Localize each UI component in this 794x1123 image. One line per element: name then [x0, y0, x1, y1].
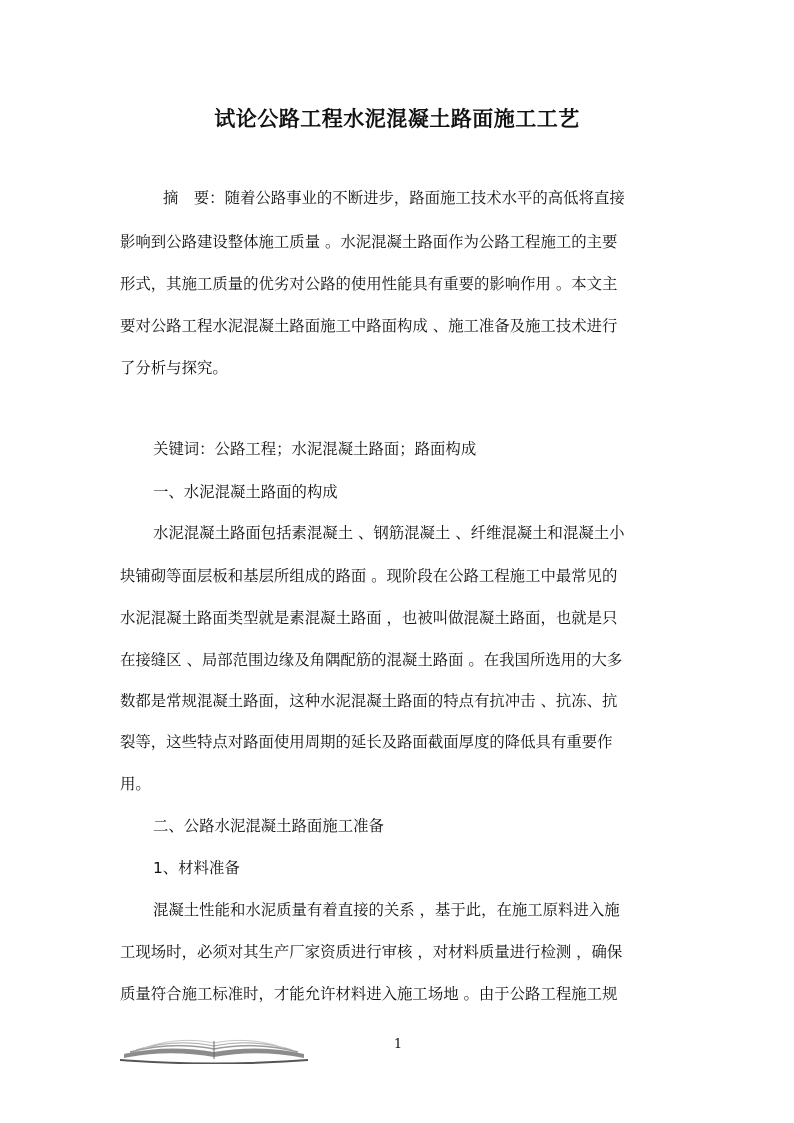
abstract-line: 要对公路工程水泥混凝土路面施工中路面构成 、施工准备及施工技术进行: [120, 317, 618, 335]
section-heading: 二、公路水泥混凝土路面施工准备: [153, 817, 384, 835]
paragraph-line: 水泥混凝土路面类型就是素混凝土路面 ，也被叫做混凝土路面，也就是只: [120, 609, 618, 627]
paragraph-line: 用。: [120, 775, 151, 793]
paragraph-line: 裂等，这些特点对路面使用周期的延长及路面截面厚度的降低具有重要作: [120, 733, 613, 751]
abstract-line: 了分析与探究。: [120, 359, 228, 377]
paragraph-line: 水泥混凝土路面包括素混凝土 、钢筋混凝土 、纤维混凝土和混凝土小: [153, 524, 625, 542]
abstract-line: 影响到公路建设整体施工质量 。水泥混凝土路面作为公路工程施工的主要: [120, 233, 618, 251]
paragraph-line: 块铺砌等面层板和基层所组成的路面 。现阶段在公路工程施工中最常见的: [120, 567, 618, 585]
open-book-icon: [120, 1030, 308, 1064]
paragraph-line: 在接缝区 、局部范围边缘及角隅配筋的混凝土路面 。在我国所选用的大多: [120, 651, 623, 669]
paragraph-line: 工现场时，必须对其生产厂家资质进行审核 ，对材料质量进行检测 ，确保: [120, 943, 623, 961]
subsection-heading: 1、材料准备: [153, 859, 240, 877]
page-number: 1: [393, 1037, 403, 1052]
abstract-line: 形式，其施工质量的优劣对公路的使用性能具有重要的影响作用 。本文主: [120, 275, 618, 293]
keywords: 关键词：公路工程；水泥混凝土路面；路面构成: [153, 440, 477, 458]
section-heading: 一、水泥混凝土路面的构成: [153, 483, 338, 501]
paragraph-line: 混凝土性能和水泥质量有着直接的关系 ，基于此，在施工原料进入施: [153, 901, 620, 919]
abstract-line: 摘 要：随着公路事业的不断进步，路面施工技术水平的高低将直接: [163, 189, 625, 207]
paragraph-line: 数都是常规混凝土路面，这种水泥混凝土路面的特点有抗冲击 、抗冻、抗: [120, 692, 618, 710]
paragraph-line: 质量符合施工标准时，才能允许材料进入施工场地 。由于公路工程施工规: [120, 985, 618, 1003]
document-title: 试论公路工程水泥混凝土路面施工工艺: [214, 107, 580, 131]
